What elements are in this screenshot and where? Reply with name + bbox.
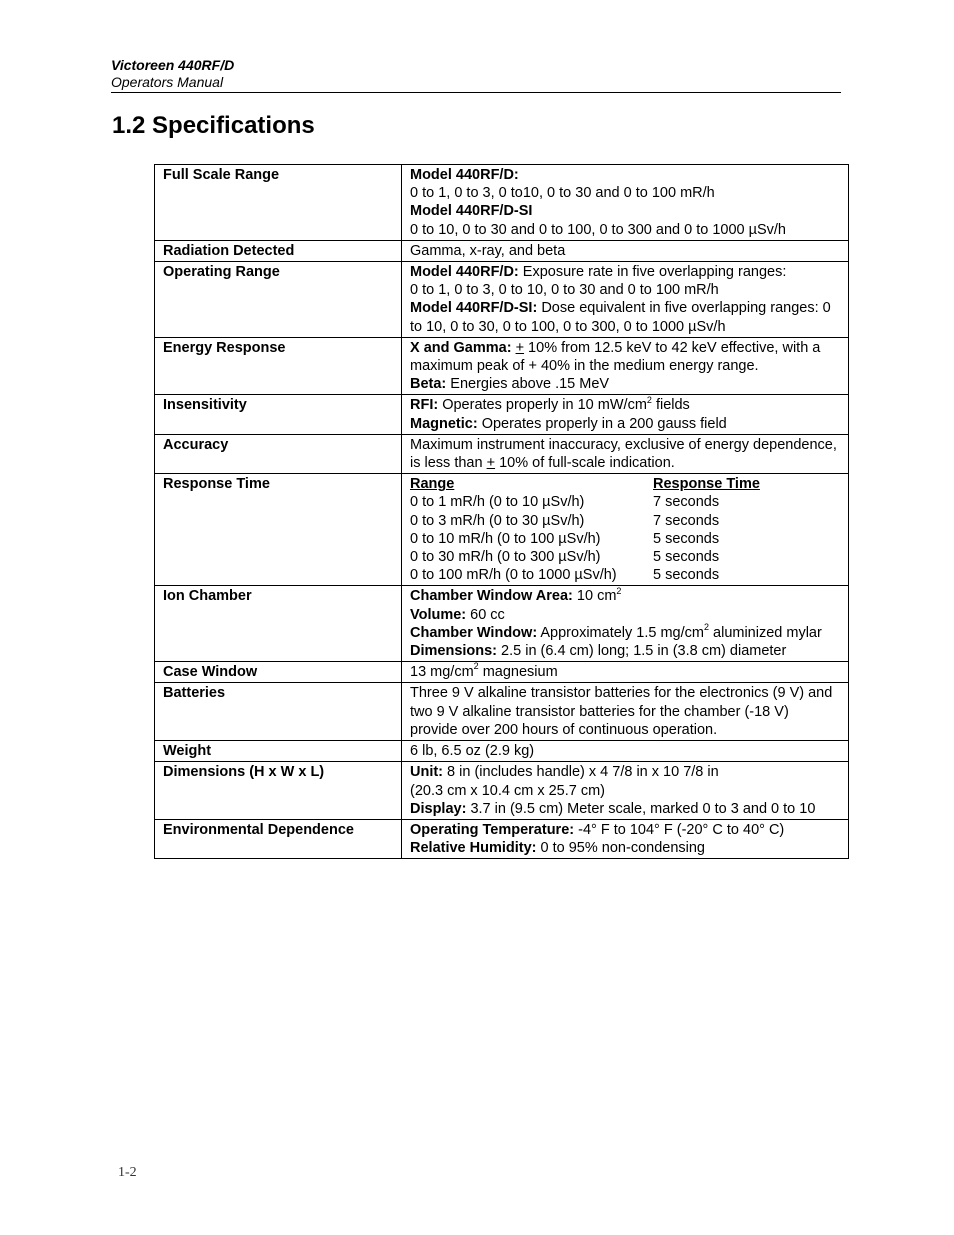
beta-label: Beta: xyxy=(410,376,447,393)
spec-row-radiation-detected xyxy=(155,240,849,261)
dimensions-text: 2.5 in (6.4 cm) long; 1.5 in (3.8 cm) diameter xyxy=(497,643,787,660)
header-manual: Operators Manual xyxy=(111,74,224,90)
range-cell: 0 to 10 mR/h (0 to 100 µSv/h) xyxy=(410,530,601,547)
spec-label: Dimensions (H x W x L) xyxy=(155,762,402,820)
superscript: 2 xyxy=(473,661,479,672)
spec-value xyxy=(402,262,849,338)
plus-minus-symbol: + xyxy=(486,455,496,472)
xgamma-text: 10% from 12.5 keV to 42 keV effective, with a maximum peak of + 40% in the medium energy range. xyxy=(410,339,821,375)
specifications-table xyxy=(154,164,849,859)
display-label: Display: xyxy=(410,800,467,817)
model-label: Model 440RF/D: xyxy=(410,264,519,281)
header-product: Victoreen 440RF/D xyxy=(111,57,235,73)
spec-label: Accuracy xyxy=(155,434,402,473)
rfi-text: Operates properly in 10 mW/cm xyxy=(438,397,647,414)
time-cell: 7 seconds xyxy=(653,494,720,511)
model-text: 0 to 1, 0 to 3, 0 to10, 0 to 30 and 0 to 100 mR/h xyxy=(410,185,715,202)
spec-value xyxy=(402,586,849,662)
spec-value xyxy=(402,337,849,395)
humidity-label: Relative Humidity: xyxy=(410,840,537,857)
spec-row-full-scale-range xyxy=(155,165,849,241)
accuracy-text: 10% of full-scale indication. xyxy=(495,455,675,472)
beta-text: Energies above .15 MeV xyxy=(446,376,610,393)
spec-row-dimensions xyxy=(155,762,849,820)
model-text: Dose equivalent in five overlapping ranges: 0 to 10, 0 to 30, 0 to 100, 0 to 300, 0 to 1000 µSv/h xyxy=(410,300,831,335)
rfi-text: fields xyxy=(651,397,690,414)
magnetic-label: Magnetic: xyxy=(410,415,478,432)
page-header xyxy=(111,57,841,93)
humidity-text: 0 to 95% non-condensing xyxy=(536,840,705,857)
model-text: 0 to 10, 0 to 30 and 0 to 100, 0 to 300 and 0 to 1000 µSv/h xyxy=(410,221,786,238)
spec-row-operating-range xyxy=(155,262,849,338)
area-label: Chamber Window Area: xyxy=(410,588,573,605)
spec-label: Insensitivity xyxy=(155,395,402,434)
superscript: 2 xyxy=(646,394,652,405)
rfi-label: RFI: xyxy=(410,397,439,414)
spec-row-case-window xyxy=(155,662,849,683)
range-cell: 0 to 100 mR/h (0 to 1000 µSv/h) xyxy=(410,567,617,584)
spec-value xyxy=(402,395,849,434)
spec-value: Gamma, x-ray, and beta xyxy=(402,240,849,261)
spec-label: Energy Response xyxy=(155,337,402,395)
dimensions-label: Dimensions: xyxy=(410,643,498,660)
temperature-label: Operating Temperature: xyxy=(410,821,575,838)
area-text: 10 cm xyxy=(572,588,617,605)
spec-value xyxy=(402,474,849,586)
section-title: 1.2 Specifications xyxy=(112,112,315,139)
time-cell: 7 seconds xyxy=(653,512,720,529)
spec-label: Weight xyxy=(155,741,402,762)
spec-label: Full Scale Range xyxy=(155,165,402,241)
time-cell: 5 seconds xyxy=(653,549,720,566)
spec-row-batteries xyxy=(155,683,849,741)
window-text: aluminized mylar xyxy=(709,624,822,641)
display-text: 3.7 in (9.5 cm) Meter scale, marked 0 to 3 and 0 to 10 xyxy=(466,800,816,817)
spec-label: Ion Chamber xyxy=(155,586,402,662)
time-cell: 5 seconds xyxy=(653,530,720,547)
case-window-text: magnesium xyxy=(478,664,558,681)
spec-row-weight xyxy=(155,741,849,762)
temperature-text: -4° F to 104° F (-20° C to 40° C) xyxy=(574,821,785,838)
spec-value: 6 lb, 6.5 oz (2.9 kg) xyxy=(402,741,849,762)
response-time-grid xyxy=(410,475,840,584)
spec-row-energy-response xyxy=(155,337,849,395)
spec-label: Batteries xyxy=(155,683,402,741)
model-label: Model 440RF/D-SI xyxy=(410,203,533,220)
magnetic-text: Operates properly in a 200 gauss field xyxy=(477,415,727,432)
range-cell: 0 to 1 mR/h (0 to 10 µSv/h) xyxy=(410,494,585,511)
spec-value xyxy=(402,762,849,820)
spec-value xyxy=(402,165,849,241)
model-label: Model 440RF/D-SI: xyxy=(410,300,538,317)
plus-minus-symbol: + xyxy=(515,339,525,356)
volume-text: 60 cc xyxy=(466,606,505,623)
volume-label: Volume: xyxy=(410,606,467,623)
spec-label: Case Window xyxy=(155,662,402,683)
model-text: 0 to 1, 0 to 3, 0 to 10, 0 to 30 and 0 to 100 mR/h xyxy=(410,282,719,299)
range-column-header: Range xyxy=(410,476,455,493)
model-text: Exposure rate in five overlapping ranges: xyxy=(518,264,787,281)
page-number: 1-2 xyxy=(118,1165,137,1180)
spec-value xyxy=(402,434,849,473)
spec-row-insensitivity xyxy=(155,395,849,434)
spec-value xyxy=(402,819,849,858)
superscript: 2 xyxy=(703,622,709,633)
spec-value xyxy=(402,662,849,683)
spec-row-response-time xyxy=(155,474,849,586)
unit-label: Unit: xyxy=(410,764,444,781)
unit-text: 8 in (includes handle) x 4 7/8 in x 10 7/8 in xyxy=(443,764,719,781)
accuracy-text: Maximum instrument inaccuracy, exclusive of energy dependence, is less than xyxy=(410,436,837,472)
spec-value: Three 9 V alkaline transistor batteries for the electronics (9 V) and two 9 V alkaline transistor batteries for the chamber (-18 V) provide over 200 hours of continuous operation. xyxy=(402,683,849,741)
spec-row-accuracy xyxy=(155,434,849,473)
superscript: 2 xyxy=(616,585,622,596)
spec-label: Response Time xyxy=(155,474,402,586)
range-cell: 0 to 30 mR/h (0 to 300 µSv/h) xyxy=(410,549,601,566)
time-cell: 5 seconds xyxy=(653,567,720,584)
spec-row-ion-chamber xyxy=(155,586,849,662)
unit-text: (20.3 cm x 10.4 cm x 25.7 cm) xyxy=(410,782,606,799)
spec-row-environmental xyxy=(155,819,849,858)
response-time-column-header: Response Time xyxy=(653,476,760,493)
window-label: Chamber Window: xyxy=(410,624,538,641)
spec-label: Radiation Detected xyxy=(155,240,402,261)
model-label: Model 440RF/D: xyxy=(410,167,519,183)
case-window-text: 13 mg/cm xyxy=(410,664,474,681)
spec-label: Environmental Dependence xyxy=(155,819,402,858)
range-cell: 0 to 3 mR/h (0 to 30 µSv/h) xyxy=(410,512,585,529)
xgamma-label: X and Gamma: xyxy=(410,339,512,356)
window-text: Approximately 1.5 mg/cm xyxy=(537,624,704,641)
spec-label: Operating Range xyxy=(155,262,402,338)
